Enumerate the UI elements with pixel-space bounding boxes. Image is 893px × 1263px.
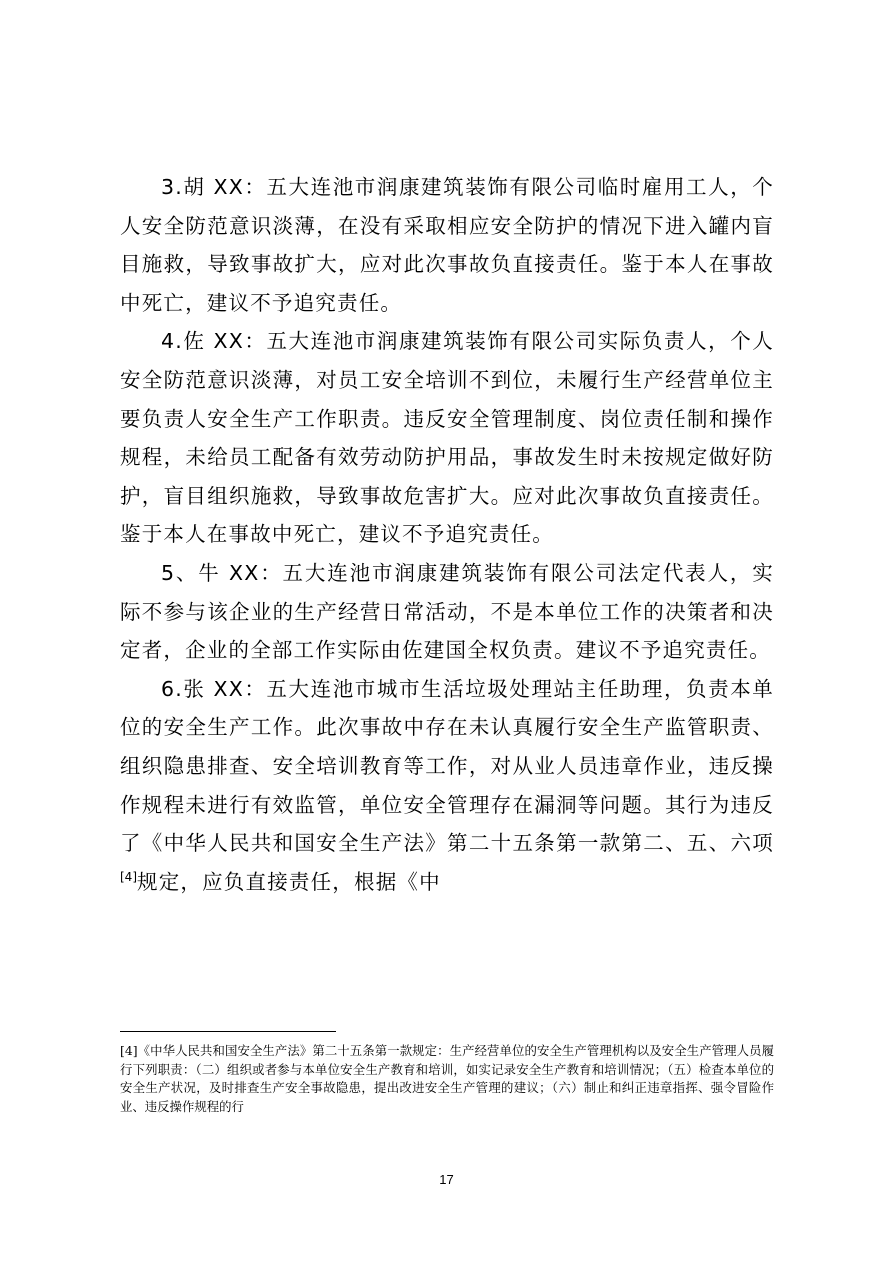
paragraph-niu: 5、牛 XX：五大连池市润康建筑装饰有限公司法定代表人，实际不参与该企业的生产经营日常活动，不是本单位工作的决策者和决定者，企业的全部工作实际由佐建国全权负责。建议不予追究责任。 [120, 560, 774, 663]
body-text [120, 168, 774, 901]
paragraph-zhang-text: 6.张 XX：五大连池市城市生活垃圾处理站主任助理，负责本单位的安全生产工作。此次事故中存在未认真履行安全生产监管职责、组织隐患排查、安全培训教育等工作，对从业人员违章作业，违反操作规程未进行有效监管，单位安全管理存在漏洞等问题。其行为违反了《中华人民共和国安全生产法》第二十五条第一款第二、五、六项 [120, 676, 774, 856]
paragraph-hu: 3.胡 XX：五大连池市润康建筑装饰有限公司临时雇用工人，个人安全防范意识淡薄，在没有采取相应安全防护的情况下进入罐内盲目施救，导致事故扩大，应对此次事故负直接责任。鉴于本人在事故中死亡，建议不予追究责任。 [120, 175, 774, 315]
paragraph-zuo: 4.佐 XX：五大连池市润康建筑装饰有限公司实际负责人，个人安全防范意识淡薄，对员工安全培训不到位，未履行生产经营单位主要负责人安全生产工作职责。违反安全管理制度、岗位责任制和操作规程，未给员工配备有效劳动防护用品，事故发生时未按规定做好防护，盲目组织施救，导致事故危害扩大。应对此次事故负直接责任。鉴于本人在事故中死亡，建议不予追究责任。 [120, 329, 774, 547]
paragraph-zhang-continuation: 规定，应负直接责任，根据《中 [137, 869, 441, 894]
page-number: 17 [439, 1172, 454, 1187]
footnote-separator [120, 1031, 336, 1032]
footnote-reference[interactable]: [4] [120, 869, 137, 884]
paragraph-zhang [120, 670, 774, 902]
footnote: [4]《中华人民共和国安全生产法》第二十五条第一款规定：生产经营单位的安全生产管理机构以及安全生产管理人员履行下列职责：（二）组织或者参与本单位安全生产教育和培训，如实记录安全生产教育和培训情况；（五）检查本单位的安全生产状况，及时排查生产安全事故隐患，提出改进安全生产管理的建议；（六）制止和纠正违章指挥、强令冒险作业、违反操作规程的行 [120, 1043, 774, 1114]
